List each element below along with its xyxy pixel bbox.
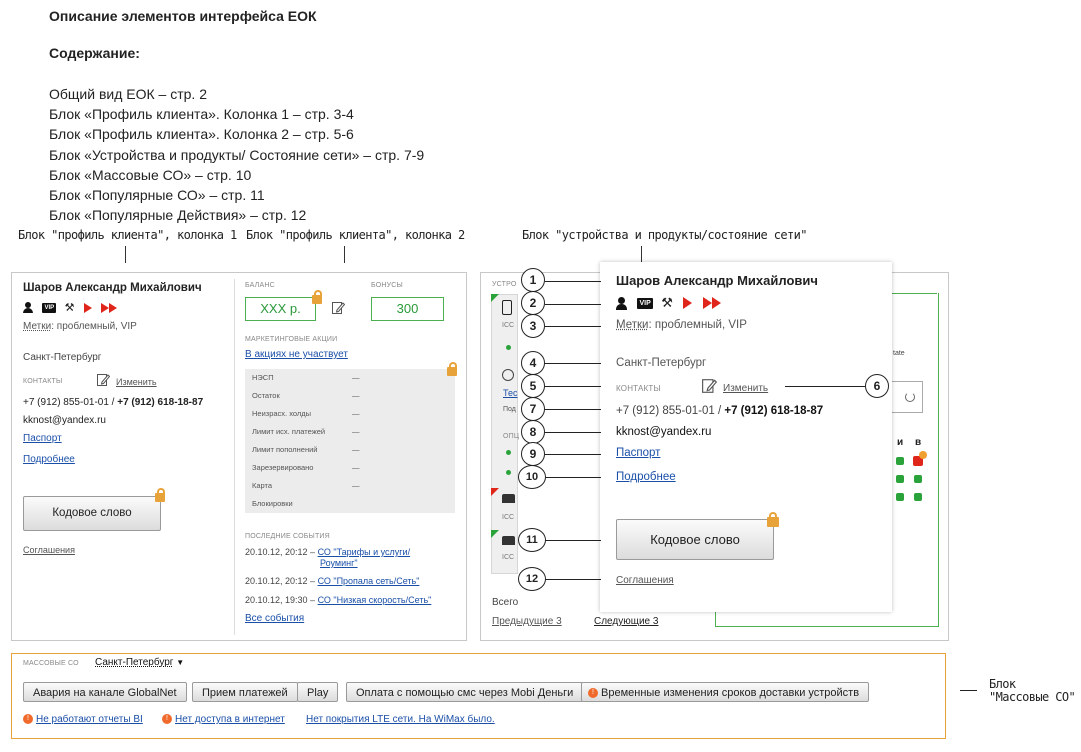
code-word-button[interactable]: Кодовое слово [616, 519, 774, 560]
callout-1: 1 [521, 268, 545, 292]
devices-label: УСТРО [492, 281, 517, 288]
event-link[interactable]: Роуминг" [320, 558, 358, 568]
callout-10: 10 [518, 465, 546, 489]
mass-link[interactable]: Нет доступа в интернет [175, 714, 285, 725]
router-icon [502, 494, 515, 503]
client-status-icons [23, 299, 117, 313]
phone-primary: +7 (912) 855-01-01 / [616, 405, 725, 417]
balance-label: БАЛАНС [245, 282, 275, 289]
next-page-link[interactable]: Следующие 3 [594, 616, 659, 627]
callout-6: 6 [865, 374, 889, 398]
finance-box [245, 369, 455, 513]
callout-5: 5 [521, 374, 545, 398]
caption-pointer [960, 690, 977, 691]
status-cell [896, 475, 904, 483]
finance-row: Остаток — [252, 391, 360, 400]
status-dot [506, 345, 511, 350]
toc-item: Блок «Профиль клиента». Колонка 2 – стр. 5-6 [49, 126, 354, 142]
person-icon [23, 302, 33, 314]
callout-4: 4 [521, 351, 545, 375]
state-fragment: tate [893, 350, 905, 357]
client-status-icons [616, 294, 721, 310]
balance-value: XXX р. [245, 297, 316, 321]
gavel-icon: ⚒ [64, 302, 75, 314]
promo-link[interactable]: В акциях не участвует [245, 349, 348, 360]
callout-leader [545, 409, 601, 410]
client-email: kknost@yandex.ru [23, 415, 106, 426]
options-label: ОПЦ [503, 433, 520, 440]
status-cell [896, 457, 904, 465]
finance-row: Неизрасх. холды — [252, 409, 360, 418]
lock-icon [155, 493, 165, 502]
status-dot [506, 470, 511, 475]
vip-icon: VIP [44, 305, 55, 311]
toc-item: Блок «Профиль клиента». Колонка 1 – стр. 3-4 [49, 106, 354, 122]
client-email: kknost@yandex.ru [616, 426, 712, 438]
client-city: Санкт-Петербург [23, 352, 102, 363]
status-cell [914, 493, 922, 501]
event-link[interactable]: СО "Низкая скорость/Сеть" [317, 595, 432, 605]
callout-leader [545, 386, 601, 387]
promo-label: МАРКЕТИНГОВЫЕ АКЦИИ [245, 336, 338, 343]
column-letter: и [897, 437, 904, 448]
callout-3: 3 [521, 314, 545, 338]
contents-heading: Содержание: [49, 45, 140, 61]
person-icon [616, 297, 627, 310]
green-corner [491, 294, 499, 302]
phone-icon [502, 300, 512, 315]
phone-secondary: +7 (912) 618-18-87 [724, 405, 824, 417]
region-select[interactable] [95, 657, 184, 668]
mass-link[interactable]: Нет покрытия LTE сети. На WiMax было. [306, 714, 495, 725]
callout-leader [545, 363, 601, 364]
mass-link[interactable]: Не работают отчеты BI [36, 714, 143, 725]
bonus-value: 300 [371, 297, 444, 321]
tags-label[interactable]: Метки [616, 319, 649, 331]
mass-link-item [162, 714, 285, 725]
caption-profile-col2: Блок "профиль клиента", колонка 2 [246, 228, 465, 242]
icc-label: ICC [502, 322, 515, 329]
warning-icon: ! [588, 688, 598, 698]
fast-forward-icon [703, 294, 721, 312]
vip-icon: VIP [639, 299, 651, 307]
mass-label: МАССОВЫЕ СО [23, 660, 79, 667]
toc-item: Общий вид ЕОК – стр. 2 [49, 86, 207, 102]
icc-label: ICC [502, 554, 515, 561]
caption-pointer [344, 246, 345, 263]
router-icon [502, 536, 515, 545]
warning-icon: ! [23, 714, 33, 724]
status-cell [914, 475, 922, 483]
callout-9: 9 [521, 442, 545, 466]
callout-11: 11 [518, 528, 546, 552]
total-label: Всего [492, 597, 519, 608]
tags-label[interactable]: Метки [23, 321, 52, 332]
column-divider [234, 279, 235, 635]
caption-mass-line1: Блок [989, 677, 1016, 691]
events-label: ПОСЛЕДНИЕ СОБЫТИЯ [245, 533, 330, 540]
play-icon [683, 297, 692, 309]
finance-row: Лимит пополнений — [252, 445, 360, 454]
more-link[interactable]: Подробнее [616, 471, 676, 483]
prev-page-link[interactable]: Предыдущие 3 [492, 616, 562, 627]
client-city: Санкт-Петербург [616, 357, 707, 369]
lock-icon [312, 295, 322, 304]
callout-leader [545, 477, 601, 478]
finance-row: Лимит исх. платежей — [252, 427, 360, 436]
region-select-value: Санкт-Петербург [95, 657, 174, 668]
more-link[interactable]: Подробнее [23, 454, 75, 465]
toc-item: Блок «Устройства и продукты/ Состояние сети» – стр. 7-9 [49, 147, 425, 163]
contacts-label: КОНТАКТЫ [616, 384, 661, 393]
contacts-label: КОНТАКТЫ [23, 378, 63, 385]
toc-item: Блок «Массовые СО» – стр. 10 [49, 167, 252, 183]
lock-icon [767, 517, 779, 527]
toc-item: Блок «Популярные СО» – стр. 11 [49, 187, 265, 203]
refresh-icon[interactable] [905, 392, 915, 402]
play-icon [84, 303, 92, 313]
warning-icon: ! [162, 714, 172, 724]
callout-12: 12 [518, 567, 546, 591]
icc-label: ICC [502, 514, 515, 521]
caption-devices: Блок "устройства и продукты/состояние сети" [522, 228, 807, 242]
finance-row: НЭСП — [252, 373, 360, 382]
edit-icon[interactable] [97, 373, 109, 386]
event-item: 20.10.12, 19:30 – СО "Низкая скорость/Сеть" [245, 595, 432, 605]
mass-incident-button[interactable]: Прием платежей [192, 682, 298, 702]
finance-row: Карта — [252, 481, 360, 490]
warning-icon [919, 451, 927, 459]
green-corner [491, 530, 499, 538]
status-dot [506, 450, 511, 455]
tags-value: : проблемный, VIP [51, 321, 137, 332]
callout-leader [545, 454, 601, 455]
client-name: Шаров Александр Михайлович [23, 282, 202, 294]
caption-mass-line2: "Массовые СО" [989, 690, 1076, 704]
passport-link[interactable]: Паспорт [616, 447, 661, 459]
agreements-link[interactable]: Соглашения [616, 575, 674, 586]
caption-pointer [125, 246, 126, 263]
mass-incident-button[interactable]: Оплата с помощью смс через Mobi Деньги [346, 682, 583, 702]
event-item: 20.10.12, 20:12 – СО "Пропала сеть/Сеть" [245, 576, 420, 586]
callout-8: 8 [521, 420, 545, 444]
code-word-button[interactable]: Кодовое слово [23, 496, 161, 531]
finance-row: Зарезервировано — [252, 463, 360, 472]
red-corner [491, 488, 499, 496]
edit-contacts-link[interactable]: Изменить [723, 383, 769, 394]
gavel-icon: ⚒ [661, 295, 673, 310]
phone-primary: +7 (912) 855-01-01 / [23, 397, 118, 408]
edit-contacts-link[interactable]: Изменить [116, 377, 157, 387]
phone-secondary: +7 (912) 618-18-87 [117, 397, 204, 408]
mass-incident-button[interactable]: Авария на канале GlobalNet [23, 682, 187, 702]
chevron-down-icon: ▼ [176, 658, 185, 667]
callout-leader [545, 281, 601, 282]
callout-leader [545, 579, 601, 580]
status-cell [896, 493, 904, 501]
column-letter: в [915, 437, 922, 448]
fast-forward-icon [101, 299, 117, 317]
finance-row: Блокировки [252, 499, 293, 508]
callout-leader [545, 304, 601, 305]
lock-icon [447, 367, 457, 376]
all-events-link[interactable]: Все события [245, 613, 305, 624]
toc-item: Блок «Популярные Действия» – стр. 12 [49, 207, 307, 223]
test-link[interactable]: Тес [503, 388, 518, 398]
mass-incident-button[interactable]: Play [297, 682, 338, 702]
event-link[interactable]: СО "Тарифы и услуги/ [317, 547, 411, 557]
edit-icon[interactable] [332, 301, 344, 314]
client-name: Шаров Александр Михайлович [616, 273, 818, 288]
mass-incident-button[interactable]: ! Временные изменения сроков доставки устройств [581, 682, 869, 702]
tags-value: : проблемный, VIP [648, 319, 747, 331]
bonus-label: БОНУСЫ [371, 282, 403, 289]
callout-leader [545, 326, 601, 327]
event-link[interactable]: СО "Пропала сеть/Сеть" [317, 576, 420, 586]
document-title: Описание элементов интерфейса ЕОК [49, 8, 317, 24]
callout-leader [785, 386, 865, 387]
pod-label: Под [503, 406, 516, 413]
agreements-link[interactable]: Соглашения [23, 545, 75, 555]
callout-2: 2 [521, 291, 545, 315]
edit-icon[interactable] [702, 378, 716, 393]
callout-leader [545, 540, 601, 541]
callout-leader [545, 432, 601, 433]
event-item: 20.10.12, 20:12 – СО "Тарифы и услуги/ [245, 547, 411, 557]
mass-link-item [23, 714, 143, 725]
clock-icon [502, 369, 514, 381]
passport-link[interactable]: Паспорт [23, 433, 62, 444]
caption-profile-col1: Блок "профиль клиента", колонка 1 [18, 228, 237, 242]
caption-pointer [641, 246, 642, 263]
callout-7: 7 [521, 397, 545, 421]
